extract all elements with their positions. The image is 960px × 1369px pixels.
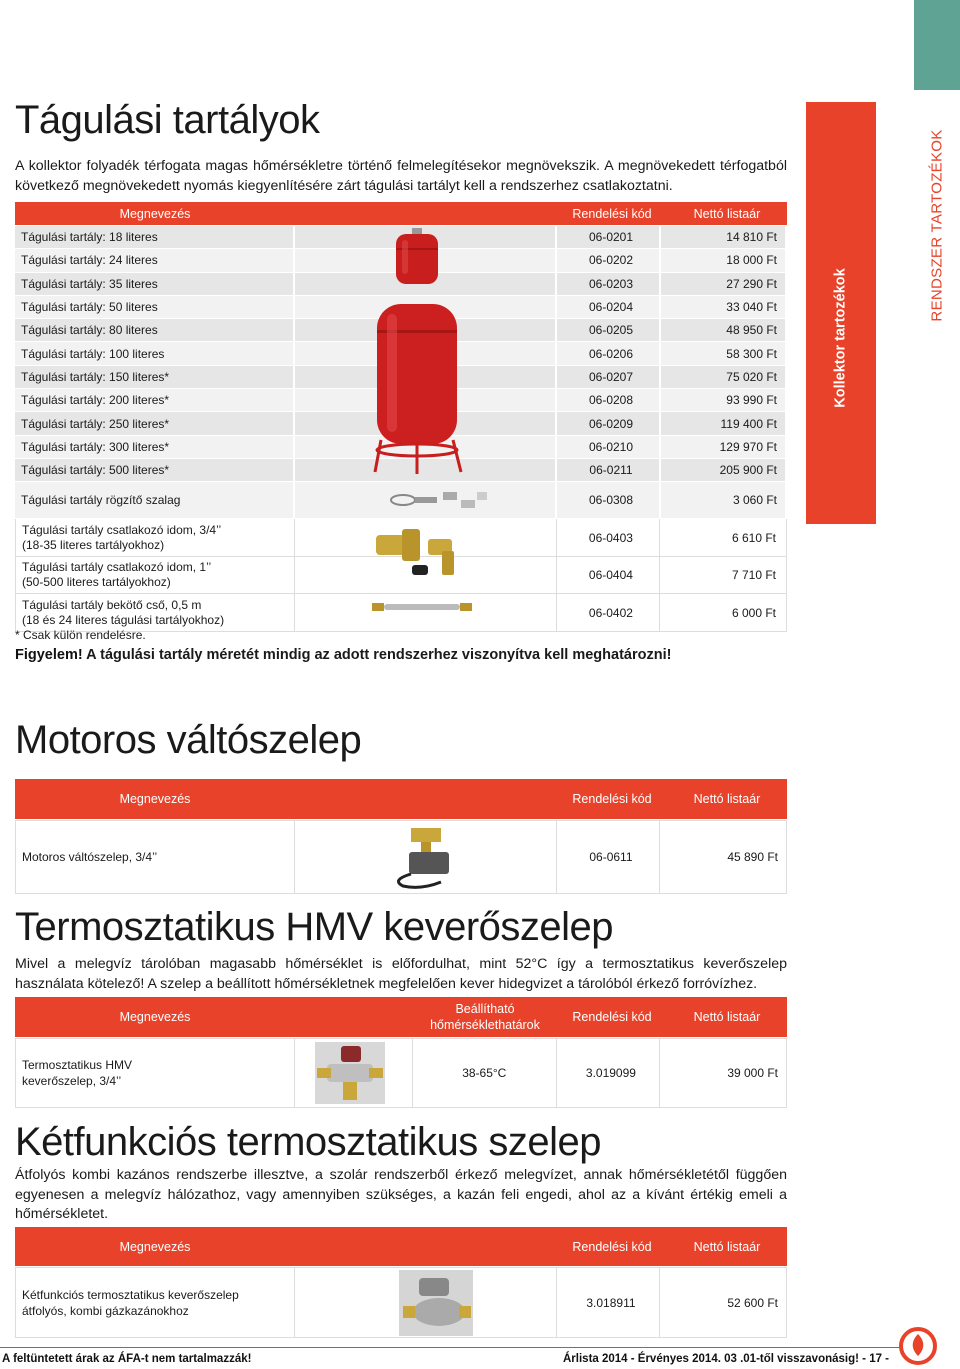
row-code: 06-0205 [557,319,661,341]
section-title-motoros: Motoros váltószelep [15,718,362,762]
row-price: 39 000 Ft [727,1066,779,1080]
header-price: Nettó listaár [693,1010,761,1024]
row-price: 14 810 Ft [661,226,787,248]
row-code: 06-0402 [557,594,661,631]
row-code: 06-0308 [557,482,661,518]
header-range: Beállítható hőmérséklethatárok [430,1002,540,1032]
row-code: 06-0203 [557,273,661,295]
row-code: 06-0201 [557,226,661,248]
row-name: Tágulási tartály: 18 literes [15,226,295,248]
footer-divider [0,1347,900,1348]
header-code: Rendelési kód [572,206,652,221]
row-price: 119 400 Ft [661,412,787,434]
row-name: Tágulási tartály bekötő cső, 0,5 m (18 és 24 literes tágulási tartályokhoz) [16,594,295,631]
row-code: 06-0206 [557,342,661,364]
note-text: * Csak külön rendelésre. [15,628,146,642]
motor-valve-image [295,821,556,893]
row-price: 45 890 Ft [727,850,779,864]
row-code: 06-0209 [557,412,661,434]
header-name: Megnevezés [119,1239,191,1254]
row-price: 52 600 Ft [727,1295,779,1310]
row-name: Tágulási tartály: 24 literes [15,249,295,271]
table-header [15,779,787,820]
row-price: 33 040 Ft [661,296,787,318]
row-name: Tágulási tartály: 100 literes [15,342,295,364]
table-row-strap [15,482,787,519]
row-code: 06-0404 [557,557,661,594]
row-name: Termosztatikus HMV keverőszelep, 3/4’’ [16,1039,295,1107]
section-intro-tagulasi: A kollektor folyadék térfogata magas hőmérsékletre történő felmelegítésekor megnövekszik. A megnövekedett térfogatból következő megnövekedett nyomás kiegyenlítésére zárt tágulási tartályt kell a rendszerhez csatlakoztatni. [15,158,787,194]
row-name: Tágulási tartály csatlakozó idom, 3/4’’ (18-35 literes tartályokhoz) [16,519,295,556]
row-code: 06-0210 [557,436,661,458]
motor-valve-table [15,779,787,894]
header-price: Nettó listaár [693,206,761,221]
strap-image [295,482,557,518]
dual-function-valve-table [15,1227,787,1338]
row-code: 06-0208 [557,389,661,411]
brand-logo [898,1326,938,1366]
row-name: Tágulási tartály: 150 literes* [15,366,295,388]
header-code: Rendelési kód [572,792,652,806]
row-code: 06-0611 [557,821,661,893]
table-row [15,1267,787,1338]
row-price: 27 290 Ft [661,273,787,295]
small-tank-image [392,228,442,288]
row-price: 6 610 Ft [660,519,786,556]
large-tank-image [369,300,467,475]
row-price: 3 060 Ft [661,482,787,518]
row-name: Kétfunkciós termosztatikus keverőszelep átfolyós, kombi gázkazánokhoz [16,1268,295,1337]
table-row [15,820,787,894]
row-code: 06-0202 [557,249,661,271]
row-price: 58 300 Ft [661,342,787,364]
row-price: 205 900 Ft [661,459,787,481]
row-name: Tágulási tartály: 35 literes [15,273,295,295]
header-price: Nettó listaár [693,792,761,806]
row-name: Tágulási tartály: 500 literes* [15,459,295,481]
row-name: Tágulási tartály: 200 literes* [15,389,295,411]
row-price: 129 970 Ft [661,436,787,458]
row-code: 06-0403 [557,519,661,556]
row-name: Tágulási tartály: 50 literes [15,296,295,318]
footer-note: A feltüntetett árak az ÁFA-t nem tartalmazzák! [2,1353,252,1365]
table-header [15,997,787,1038]
thermo-valve-image [295,1039,413,1107]
row-name: Tágulási tartály: 300 literes* [15,436,295,458]
row-name: Tágulási tartály: 80 literes [15,319,295,341]
row-name: Tágulási tartály rögzítő szalag [15,482,295,518]
header-name: Megnevezés [119,792,191,806]
table-row [15,1038,787,1108]
row-code: 06-0204 [557,296,661,318]
row-code: 06-0211 [557,459,661,481]
table-header [15,202,787,226]
hose-image [372,598,472,616]
header-price: Nettó listaár [693,1239,761,1254]
row-name: Tágulási tartály csatlakozó idom, 1’’ (50-500 literes tartályokhoz) [16,557,295,594]
section-title-termosztatikus: Termosztatikus HMV keverőszelep [15,905,614,949]
row-price: 93 990 Ft [661,389,787,411]
section-title-tagulasi: Tágulási tartályok [15,98,320,142]
header-name: Megnevezés [119,206,191,221]
row-code: 06-0207 [557,366,661,388]
row-price: 6 000 Ft [660,594,786,631]
row-name: Tágulási tartály: 250 literes* [15,412,295,434]
header-code: Rendelési kód [572,1239,652,1254]
thermostatic-valve-table [15,997,787,1108]
fitting-image [372,525,464,583]
row-price: 75 020 Ft [661,366,787,388]
table-header [15,1227,787,1267]
row-price: 18 000 Ft [661,249,787,271]
warning-text: Figyelem! A tágulási tartály méretét mindig az adott rendszerhez viszonyítva kell meghatározni! [15,647,672,663]
corner-tab [914,0,960,90]
header-name: Megnevezés [119,1010,191,1024]
section-intro-ketfunkcios: Átfolyós kombi kazános rendszerbe illesztve, a szolár rendszerből érkező melegvízet, annak hőmérsékletétől függően egyenesen a melegvíz hálózathoz, vagy amennyiben szükséges, a kazán feli engedi, ahol az a kívánt értékig emeli a hőmérsékletet. [15,1167,787,1222]
footer-validity: Árlista 2014 - Érvényes 2014. 03 .01-től visszavonásig! - 17 - [563,1353,890,1365]
dual-valve-image [295,1268,556,1337]
row-name: Motoros váltószelep, 3/4’’ [16,821,295,893]
section-intro-termosztatikus: Mivel a melegvíz tárolóban magasabb hőmérséklet is előfordulhat, mint 52°C így a termosztatikus keverőszelep használata kötelező! A szelep a beállított hőmérsékletnek megfelelően kever hidegvizet a tárolóból érkező forróvízhez. [15,956,787,992]
row-code: 3.019099 [557,1039,661,1107]
row-range: 38-65°C [413,1039,557,1107]
side-label-rendszer: RENDSZER TARTOZÉKOK [928,128,946,322]
row-code: 3.018911 [557,1268,661,1337]
side-label-kollektor: Kollektor tartozékok [833,268,849,408]
header-code: Rendelési kód [572,1010,652,1024]
row-price: 48 950 Ft [661,319,787,341]
section-title-ketfunkcios: Kétfunkciós termosztatikus szelep [15,1120,601,1164]
row-price: 7 710 Ft [660,557,786,594]
